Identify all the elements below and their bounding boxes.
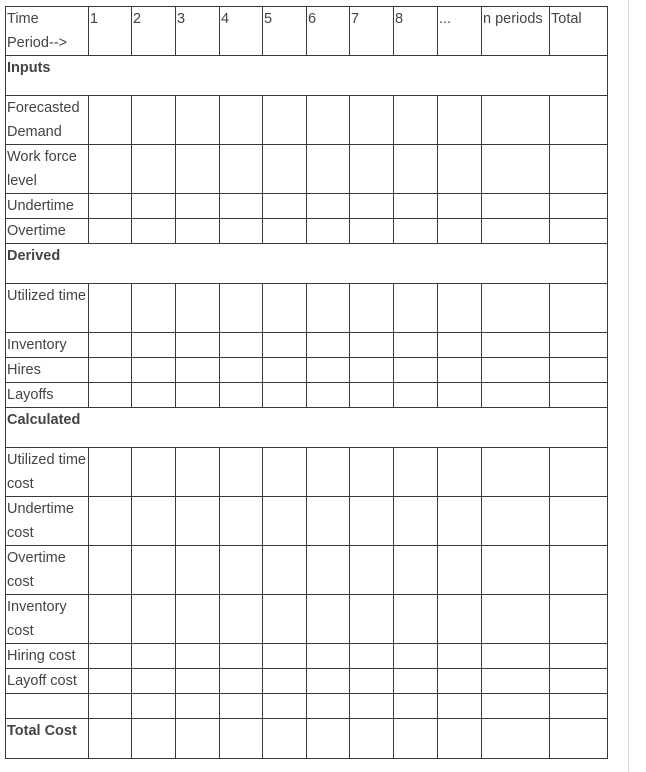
- data-cell[interactable]: [132, 333, 176, 358]
- period-header: ...: [438, 7, 482, 56]
- data-cell[interactable]: [394, 194, 438, 219]
- data-cell[interactable]: [220, 145, 263, 194]
- data-cell[interactable]: [350, 644, 394, 669]
- data-cell[interactable]: [307, 284, 350, 333]
- data-cell[interactable]: [263, 719, 307, 759]
- data-cell[interactable]: [132, 546, 176, 595]
- period-header: Total: [550, 7, 608, 56]
- data-cell[interactable]: [307, 383, 350, 408]
- data-cell[interactable]: [550, 546, 608, 595]
- table-row: [6, 448, 608, 497]
- data-cell[interactable]: [394, 284, 438, 333]
- data-cell[interactable]: [550, 497, 608, 546]
- data-cell[interactable]: [438, 644, 482, 669]
- data-cell[interactable]: [550, 284, 608, 333]
- data-cell[interactable]: [132, 358, 176, 383]
- total-cost-label: Total Cost: [6, 719, 89, 759]
- data-cell[interactable]: [263, 694, 307, 719]
- data-cell[interactable]: [263, 644, 307, 669]
- data-cell[interactable]: [89, 644, 132, 669]
- data-cell[interactable]: [438, 694, 482, 719]
- data-cell[interactable]: [438, 96, 482, 145]
- data-cell[interactable]: [263, 669, 307, 694]
- table-row: [6, 219, 608, 244]
- row-label-derived: Inventory: [6, 333, 89, 358]
- section-row-derived: [6, 244, 608, 284]
- data-cell[interactable]: [176, 194, 220, 219]
- time-period-header: Time Period-->: [6, 7, 89, 56]
- row-label-input: Overtime: [6, 219, 89, 244]
- data-cell[interactable]: [482, 644, 550, 669]
- table-row: [6, 145, 608, 194]
- data-cell[interactable]: [89, 96, 132, 145]
- data-cell[interactable]: [307, 546, 350, 595]
- data-cell[interactable]: [176, 644, 220, 669]
- table-row: [6, 595, 608, 644]
- data-cell[interactable]: [89, 194, 132, 219]
- data-cell[interactable]: [394, 145, 438, 194]
- section-heading-inputs: Inputs: [6, 56, 608, 96]
- data-cell[interactable]: [482, 284, 550, 333]
- data-cell[interactable]: [482, 358, 550, 383]
- data-cell[interactable]: [132, 284, 176, 333]
- data-cell[interactable]: [307, 497, 350, 546]
- data-cell[interactable]: [394, 644, 438, 669]
- period-header: 1: [89, 7, 132, 56]
- data-cell[interactable]: [176, 669, 220, 694]
- data-cell[interactable]: [132, 448, 176, 497]
- row-label-calculated: Utilized time cost: [6, 448, 89, 497]
- data-cell[interactable]: [350, 448, 394, 497]
- total-cost-row: [6, 719, 608, 759]
- data-cell[interactable]: [176, 595, 220, 644]
- data-cell[interactable]: [307, 595, 350, 644]
- data-cell[interactable]: [350, 719, 394, 759]
- data-cell[interactable]: [438, 333, 482, 358]
- data-cell[interactable]: [220, 219, 263, 244]
- data-cell[interactable]: [438, 383, 482, 408]
- table-row: [6, 284, 608, 333]
- table-row: [6, 383, 608, 408]
- data-cell[interactable]: [482, 669, 550, 694]
- data-cell[interactable]: [263, 333, 307, 358]
- data-cell[interactable]: [132, 497, 176, 546]
- data-cell[interactable]: [89, 595, 132, 644]
- period-header: n periods: [482, 7, 550, 56]
- blank-row: [6, 694, 608, 719]
- data-cell[interactable]: [394, 595, 438, 644]
- data-cell[interactable]: [132, 694, 176, 719]
- data-cell[interactable]: [132, 719, 176, 759]
- data-cell[interactable]: [350, 595, 394, 644]
- data-cell[interactable]: [482, 96, 550, 145]
- data-cell[interactable]: [220, 546, 263, 595]
- data-cell[interactable]: [176, 284, 220, 333]
- data-cell[interactable]: [394, 448, 438, 497]
- data-cell[interactable]: [220, 694, 263, 719]
- row-label-derived: Utilized time: [6, 284, 89, 333]
- data-cell[interactable]: [89, 546, 132, 595]
- data-cell[interactable]: [350, 694, 394, 719]
- data-cell[interactable]: [89, 145, 132, 194]
- data-cell[interactable]: [220, 96, 263, 145]
- data-cell[interactable]: [263, 383, 307, 408]
- section-row-inputs: [6, 56, 608, 96]
- data-cell[interactable]: [263, 497, 307, 546]
- data-cell[interactable]: [438, 448, 482, 497]
- data-cell[interactable]: [263, 145, 307, 194]
- data-cell[interactable]: [550, 694, 608, 719]
- data-cell[interactable]: [394, 219, 438, 244]
- row-label-input: Work force level: [6, 145, 89, 194]
- data-cell[interactable]: [176, 96, 220, 145]
- section-row-calculated: [6, 408, 608, 448]
- data-cell[interactable]: [176, 333, 220, 358]
- data-cell[interactable]: [132, 194, 176, 219]
- section-heading-calculated: Calculated: [6, 408, 608, 448]
- data-cell[interactable]: [307, 719, 350, 759]
- data-cell[interactable]: [263, 194, 307, 219]
- data-cell[interactable]: [220, 383, 263, 408]
- row-label-derived: Layoffs: [6, 383, 89, 408]
- data-cell[interactable]: [176, 358, 220, 383]
- data-cell[interactable]: [220, 595, 263, 644]
- data-cell[interactable]: [350, 333, 394, 358]
- data-cell[interactable]: [550, 719, 608, 759]
- data-cell[interactable]: [550, 333, 608, 358]
- data-cell[interactable]: [438, 497, 482, 546]
- data-cell[interactable]: [132, 383, 176, 408]
- data-cell: [6, 694, 89, 719]
- data-cell[interactable]: [132, 145, 176, 194]
- data-cell[interactable]: [132, 595, 176, 644]
- data-cell[interactable]: [438, 219, 482, 244]
- period-header: 5: [263, 7, 307, 56]
- data-cell[interactable]: [263, 96, 307, 145]
- data-cell[interactable]: [89, 669, 132, 694]
- data-cell[interactable]: [307, 448, 350, 497]
- scrollbar-divider: [628, 0, 629, 772]
- data-cell[interactable]: [482, 694, 550, 719]
- data-cell[interactable]: [394, 669, 438, 694]
- data-cell[interactable]: [482, 719, 550, 759]
- row-label-calculated: Undertime cost: [6, 497, 89, 546]
- data-cell[interactable]: [307, 194, 350, 219]
- data-cell[interactable]: [550, 383, 608, 408]
- data-cell[interactable]: [176, 383, 220, 408]
- data-cell[interactable]: [89, 719, 132, 759]
- data-cell[interactable]: [176, 546, 220, 595]
- data-cell[interactable]: [482, 497, 550, 546]
- data-cell[interactable]: [550, 145, 608, 194]
- period-header: 6: [307, 7, 350, 56]
- data-cell[interactable]: [220, 333, 263, 358]
- data-cell[interactable]: [394, 383, 438, 408]
- data-cell[interactable]: [220, 448, 263, 497]
- data-cell[interactable]: [550, 644, 608, 669]
- data-cell[interactable]: [89, 358, 132, 383]
- data-cell[interactable]: [394, 333, 438, 358]
- data-cell[interactable]: [394, 358, 438, 383]
- data-cell[interactable]: [220, 497, 263, 546]
- period-header: 3: [176, 7, 220, 56]
- data-cell[interactable]: [132, 644, 176, 669]
- data-cell[interactable]: [220, 644, 263, 669]
- period-header: 4: [220, 7, 263, 56]
- data-cell[interactable]: [550, 194, 608, 219]
- data-cell[interactable]: [307, 219, 350, 244]
- data-cell[interactable]: [438, 595, 482, 644]
- data-cell[interactable]: [89, 497, 132, 546]
- data-cell[interactable]: [394, 694, 438, 719]
- table-row: [6, 358, 608, 383]
- data-cell[interactable]: [394, 546, 438, 595]
- data-cell[interactable]: [89, 284, 132, 333]
- table-row: [6, 669, 608, 694]
- data-cell[interactable]: [438, 719, 482, 759]
- data-cell[interactable]: [176, 694, 220, 719]
- data-cell[interactable]: [263, 219, 307, 244]
- data-cell[interactable]: [132, 219, 176, 244]
- row-label-calculated: Inventory cost: [6, 595, 89, 644]
- data-cell[interactable]: [438, 669, 482, 694]
- data-cell[interactable]: [350, 546, 394, 595]
- table-row: [6, 497, 608, 546]
- data-cell[interactable]: [176, 145, 220, 194]
- table-row: [6, 644, 608, 669]
- data-cell[interactable]: [132, 96, 176, 145]
- data-cell[interactable]: [220, 669, 263, 694]
- data-cell[interactable]: [438, 358, 482, 383]
- data-cell[interactable]: [263, 358, 307, 383]
- data-cell[interactable]: [438, 284, 482, 333]
- data-cell[interactable]: [394, 96, 438, 145]
- data-cell[interactable]: [350, 145, 394, 194]
- data-cell[interactable]: [394, 497, 438, 546]
- table-row: [6, 546, 608, 595]
- data-cell[interactable]: [307, 644, 350, 669]
- data-cell[interactable]: [263, 284, 307, 333]
- data-cell[interactable]: [176, 219, 220, 244]
- data-cell[interactable]: [176, 448, 220, 497]
- data-cell[interactable]: [350, 96, 394, 145]
- data-cell[interactable]: [89, 219, 132, 244]
- data-cell[interactable]: [89, 333, 132, 358]
- data-cell[interactable]: [350, 383, 394, 408]
- row-label-calculated: Layoff cost: [6, 669, 89, 694]
- data-cell[interactable]: [307, 96, 350, 145]
- period-header: 7: [350, 7, 394, 56]
- row-label-calculated: Overtime cost: [6, 546, 89, 595]
- data-cell[interactable]: [350, 284, 394, 333]
- table-row: [6, 96, 608, 145]
- data-cell[interactable]: [307, 358, 350, 383]
- row-label-input: Forecasted Demand: [6, 96, 89, 145]
- data-cell[interactable]: [550, 96, 608, 145]
- data-cell[interactable]: [89, 448, 132, 497]
- header-row: [6, 7, 608, 56]
- row-label-input: Undertime: [6, 194, 89, 219]
- section-heading-derived: Derived: [6, 244, 608, 284]
- data-cell[interactable]: [550, 358, 608, 383]
- data-cell[interactable]: [89, 694, 132, 719]
- data-cell[interactable]: [482, 194, 550, 219]
- data-cell[interactable]: [176, 497, 220, 546]
- data-cell[interactable]: [220, 358, 263, 383]
- data-cell[interactable]: [176, 719, 220, 759]
- data-cell[interactable]: [350, 358, 394, 383]
- data-cell[interactable]: [482, 219, 550, 244]
- data-cell[interactable]: [550, 595, 608, 644]
- data-cell[interactable]: [350, 497, 394, 546]
- aggregate-plan-table: [5, 6, 608, 759]
- data-cell[interactable]: [89, 383, 132, 408]
- data-cell[interactable]: [220, 719, 263, 759]
- data-cell[interactable]: [482, 546, 550, 595]
- data-cell[interactable]: [482, 383, 550, 408]
- data-cell[interactable]: [550, 448, 608, 497]
- data-cell[interactable]: [482, 333, 550, 358]
- period-header: 8: [394, 7, 438, 56]
- data-cell[interactable]: [394, 719, 438, 759]
- data-cell[interactable]: [350, 194, 394, 219]
- data-cell[interactable]: [307, 694, 350, 719]
- data-cell[interactable]: [550, 219, 608, 244]
- table-row: [6, 194, 608, 219]
- data-cell[interactable]: [220, 284, 263, 333]
- data-cell[interactable]: [350, 219, 394, 244]
- data-cell[interactable]: [550, 669, 608, 694]
- table-row: [6, 333, 608, 358]
- period-header: 2: [132, 7, 176, 56]
- data-cell[interactable]: [220, 194, 263, 219]
- data-cell[interactable]: [263, 546, 307, 595]
- data-cell[interactable]: [350, 669, 394, 694]
- data-cell[interactable]: [307, 669, 350, 694]
- data-cell[interactable]: [482, 145, 550, 194]
- data-cell[interactable]: [482, 448, 550, 497]
- data-cell[interactable]: [438, 546, 482, 595]
- data-cell[interactable]: [438, 194, 482, 219]
- data-cell[interactable]: [438, 145, 482, 194]
- row-label-derived: Hires: [6, 358, 89, 383]
- row-label-calculated: Hiring cost: [6, 644, 89, 669]
- data-cell[interactable]: [263, 448, 307, 497]
- data-cell[interactable]: [263, 595, 307, 644]
- data-cell[interactable]: [307, 145, 350, 194]
- data-cell[interactable]: [482, 595, 550, 644]
- data-cell[interactable]: [132, 669, 176, 694]
- data-cell[interactable]: [307, 333, 350, 358]
